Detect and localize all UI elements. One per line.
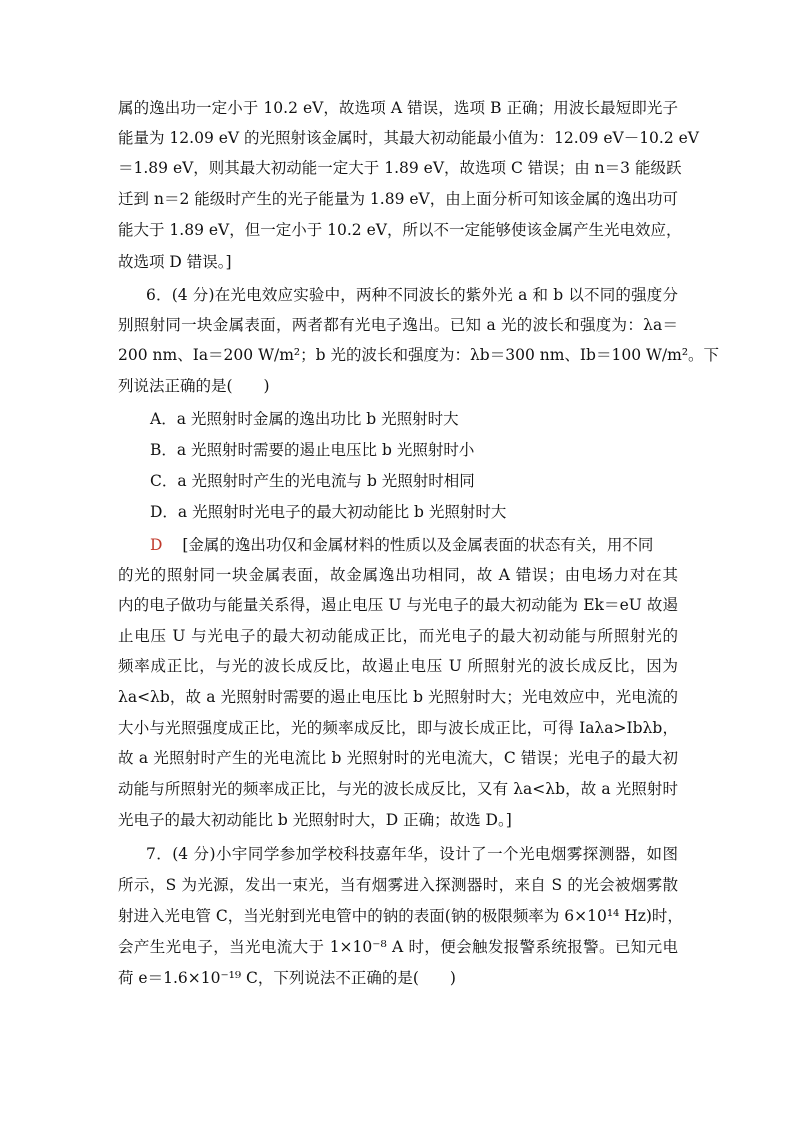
text-line: 别照射同一块金属表面，两者都有光电子逸出。已知 a 光的波长和强度为：λa＝ — [118, 316, 678, 334]
text-line: 动能与所照射光的频率成正比，与光的波长成反比，又有 λa<λb，故 a 光照射时 — [118, 780, 678, 798]
answer-line — [150, 535, 678, 555]
option-a: A．a 光照射时金属的逸出功比 b 光照射时大 — [150, 410, 459, 428]
explanation-start: [金属的逸出功仅和金属材料的性质以及金属表面的状态有关，用不同 — [182, 536, 654, 554]
option-b: B．a 光照射时需要的遏止电压比 b 光照射时小 — [150, 441, 475, 459]
text-line: 属的逸出功一定小于 10.2 eV，故选项 A 错误，选项 B 正确；用波长最短即光子 — [118, 99, 678, 117]
text-line: 内的电子做功与能量关系得，遏止电压 U 与光电子的最大初动能为 Ek＝eU 故遏 — [118, 596, 678, 614]
text-line: 频率成正比，与光的波长成反比，故遏止电压 U 所照射光的波长成反比，因为 — [118, 657, 678, 675]
text-line: 荷 e＝1.6×10⁻¹⁹ C，下列说法不正确的是( ) — [118, 969, 456, 987]
question-7-stem: 7．(4 分)小宇同学参加学校科技嘉年华，设计了一个光电烟雾探测器，如图 — [146, 845, 678, 863]
text-line: 200 nm、Ia＝200 W/m²；b 光的波长和强度为：λb＝300 nm、Ib＝100 W/m²。下 — [118, 346, 720, 364]
text-line: 故 a 光照射时产生的光电流比 b 光照射时的光电流大，C 错误；光电子的最大初 — [118, 749, 678, 767]
answer-label: D — [150, 536, 163, 554]
text-line: 的光的照射同一块金属表面，故金属逸出功相同，故 A 错误；由电场力对在其 — [118, 566, 678, 584]
question-6-stem: 6．(4 分)在光电效应实验中，两种不同波长的紫外光 a 和 b 以不同的强度分 — [146, 286, 678, 304]
text-line: 会产生光电子，当光电流大于 1×10⁻⁸ A 时，便会触发报警系统报警。已知元电 — [118, 938, 678, 956]
text-line: 大小与光照强度成正比，光的频率成反比，即与波长成正比，可得 Iaλa>Ibλb， — [118, 719, 678, 737]
text-line: 能大于 1.89 eV，但一定小于 10.2 eV，所以不一定能够使该金属产生光电效应， — [118, 221, 682, 239]
text-line: 迁到 n＝2 能级时产生的光子能量为 1.89 eV，由上面分析可知该金属的逸出功可 — [118, 190, 678, 208]
text-line: 列说法正确的是( ) — [118, 377, 270, 395]
text-line: 故选项 D 错误。] — [118, 253, 232, 271]
text-line: 射进入光电管 C，当光射到光电管中的钠的表面(钠的极限频率为 6×10¹⁴ Hz)时， — [118, 907, 683, 925]
text-line: 能量为 12.09 eV 的光照射该金属时，其最大初动能最小值为：12.09 eV－10.2 eV — [118, 129, 699, 147]
text-line: λa<λb，故 a 光照射时需要的遏止电压比 b 光照射时大；光电效应中，光电流的 — [118, 688, 678, 706]
text-line: 光电子的最大初动能比 b 光照射时大，D 正确；故选 D。] — [118, 811, 512, 829]
text-line: 所示，S 为光源，发出一束光，当有烟雾进入探测器时，来自 S 的光会被烟雾散 — [118, 876, 678, 894]
option-c: C．a 光照射时产生的光电流与 b 光照射时相同 — [150, 472, 475, 490]
text-line: ＝1.89 eV，则其最大初动能一定大于 1.89 eV，故选项 C 错误；由 n＝3 能级跃 — [118, 159, 682, 177]
option-d: D．a 光照射时光电子的最大初动能比 b 光照射时大 — [150, 503, 507, 521]
text-line: 止电压 U 与光电子的最大初动能成正比，而光电子的最大初动能与所照射光的 — [118, 627, 678, 645]
